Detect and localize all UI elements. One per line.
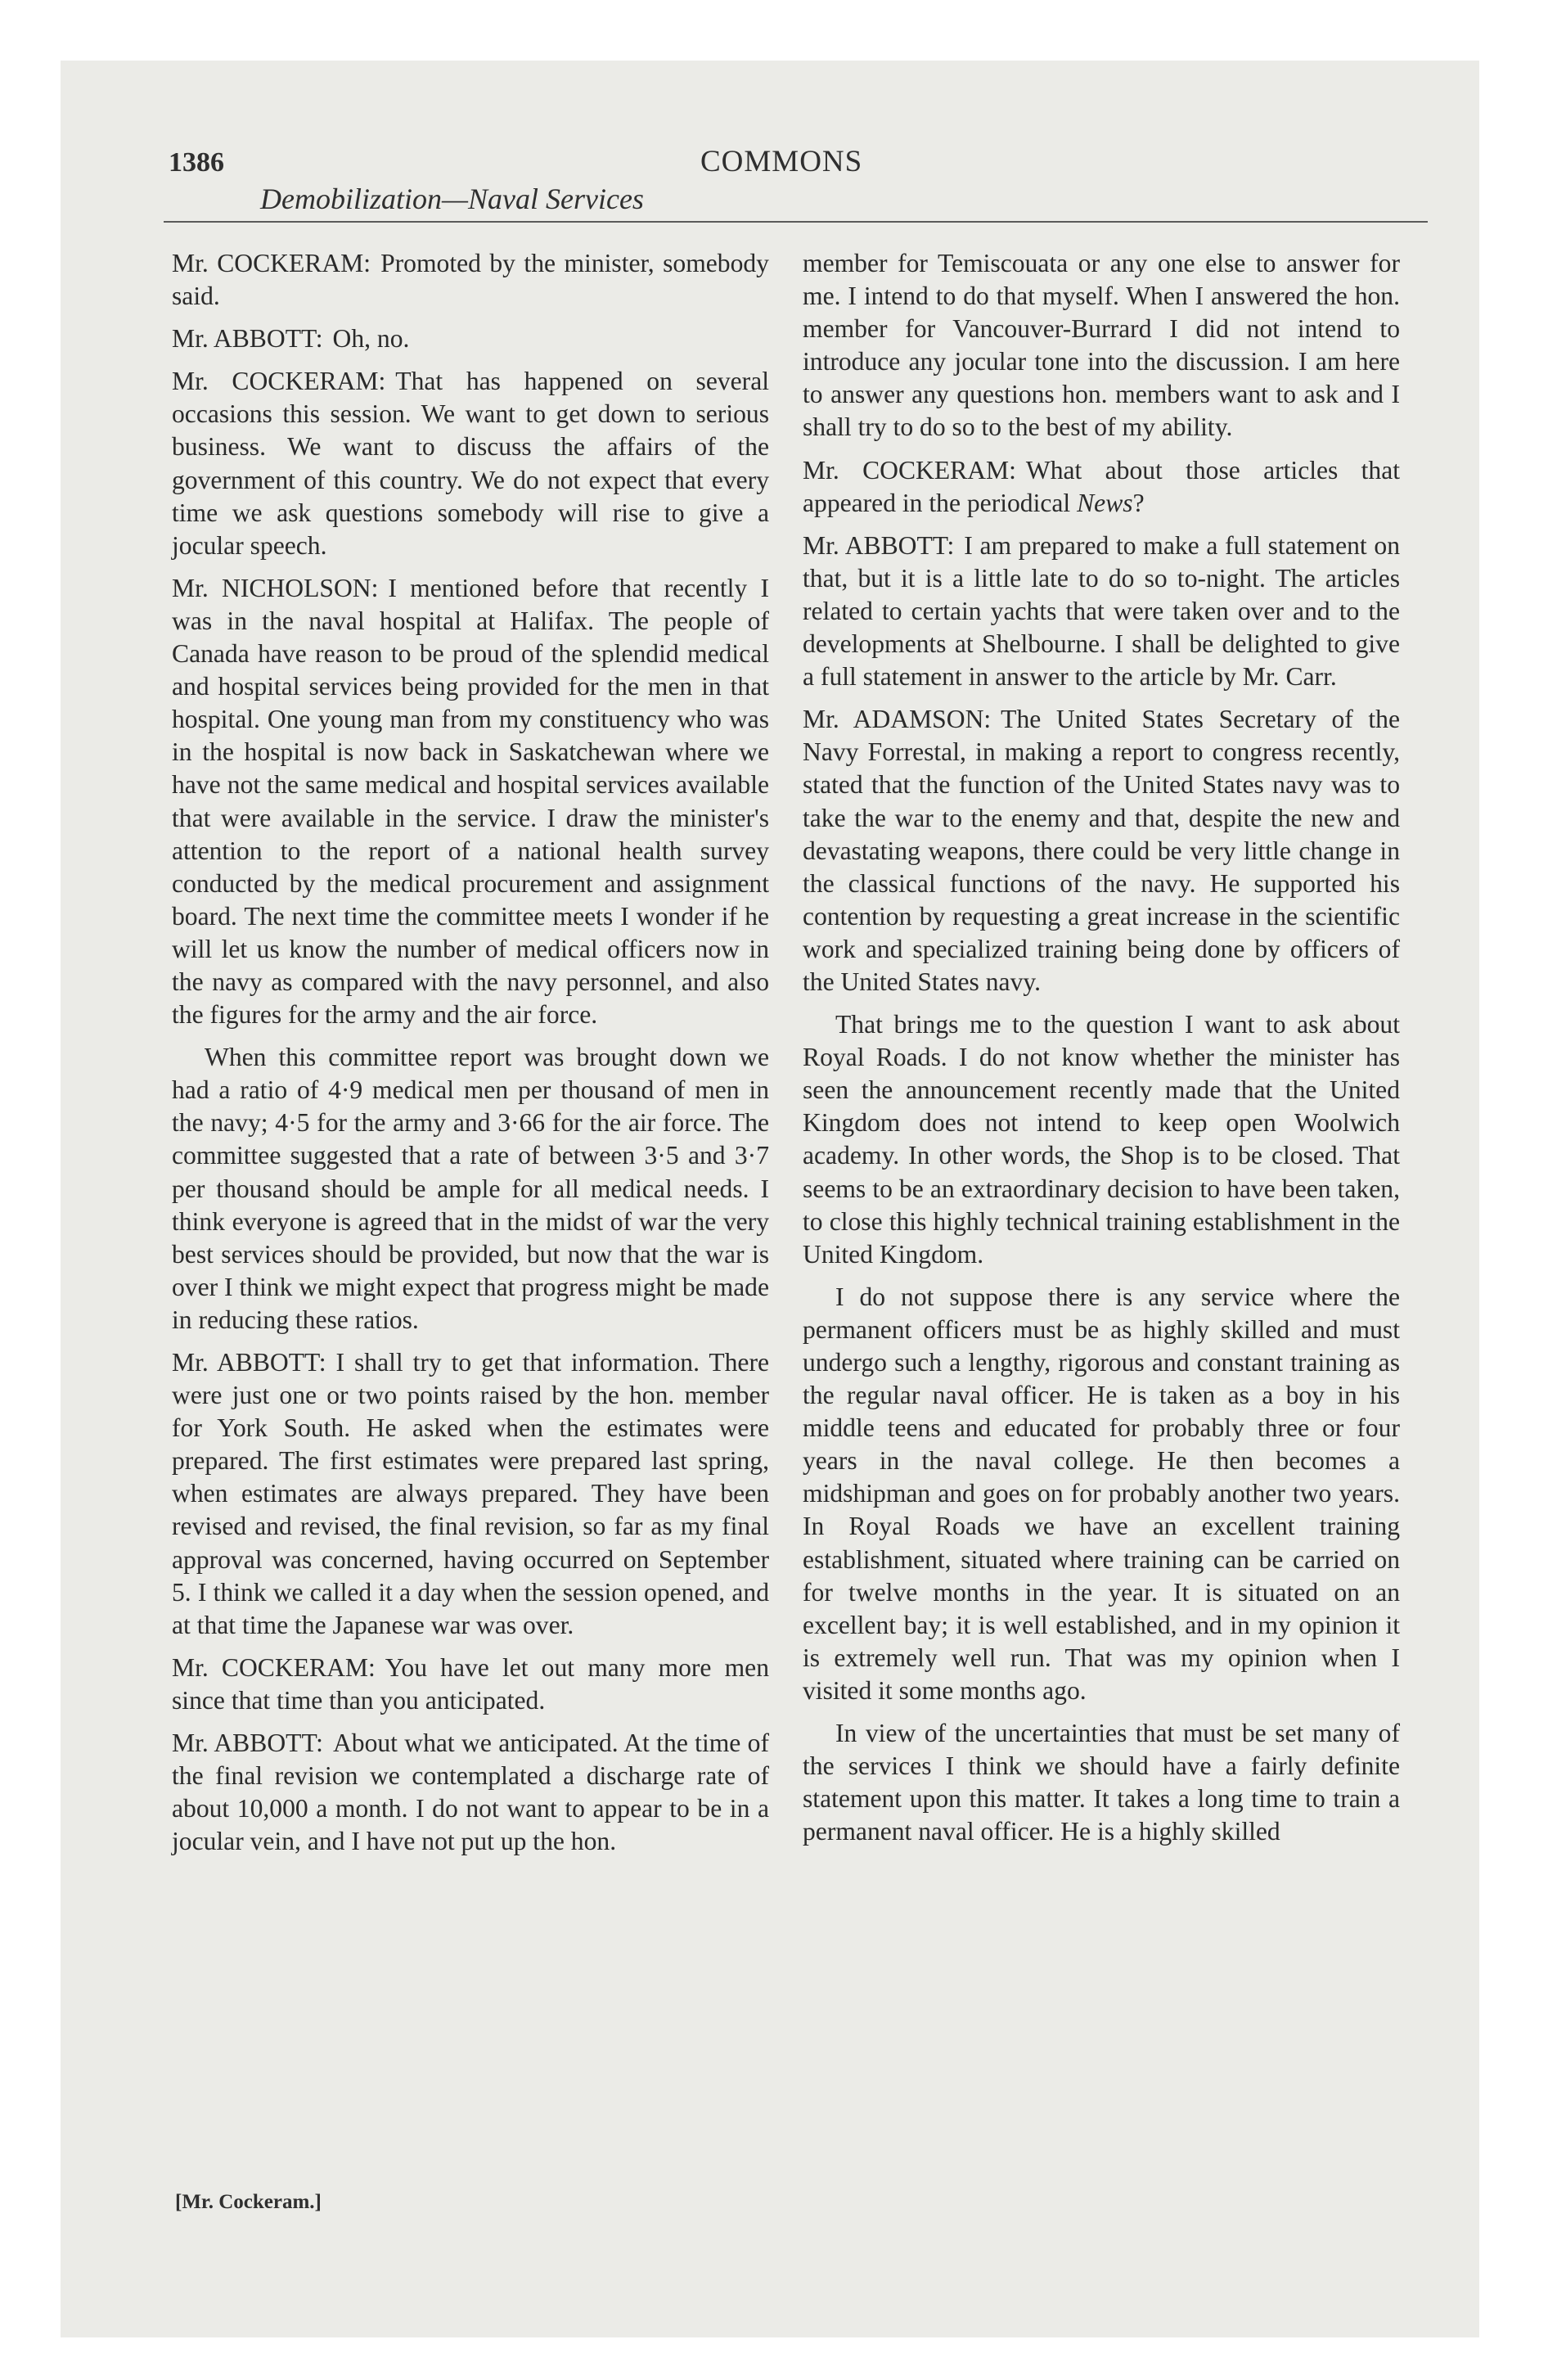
paragraph (172, 322, 769, 355)
paragraph (803, 703, 1400, 998)
paragraph (803, 530, 1400, 693)
paragraph-text: I shall try to get that information. There were just one or two points raised by the hon. member for York South. He asked when the estimates were prepared. The first estimates were prepared last spring, when estimates are always prepared. They have been revised and revised, the final revision, so far as my final approval was concerned, having occurred on September 5. I think we called it a day when the session opened, and at that time the Japanese war was over. (172, 1348, 769, 1639)
speaker-name: Mr. ABBOTT: (172, 324, 323, 354)
left-column (172, 247, 769, 1868)
paragraph (172, 1727, 769, 1858)
paragraph (172, 1041, 769, 1336)
paragraph (172, 365, 769, 562)
speaker-name: Mr. ADAMSON: (803, 705, 992, 734)
paragraph-text: That brings me to the question I want to ask about Royal Roads. I do not know whether the minister has seen the announcement recently made that the United Kingdom does not intend to keep open Woolwich academy. In other words, the Shop is to be closed. That seems to be an extraordinary decision to have been taken, to close this highly technical training establishment in the United Kingdom. (803, 1010, 1400, 1269)
footnote: [Mr. Cockeram.] (175, 2191, 322, 2213)
paragraph-text: member for Temiscouata or any one else to answer for me. I intend to do that myself. When I answered the hon. member for Vancouver-Burrard I did not intend to introduce any jocular tone into the discussion. I am here to answer any questions hon. members want to ask and I shall try to do so to the best of my ability. (803, 249, 1400, 442)
paragraph-text: Oh, no. (332, 324, 410, 354)
header-rule (164, 221, 1428, 223)
speaker-name: Mr. COCKERAM: (803, 455, 1016, 485)
paragraph (172, 1346, 769, 1642)
paragraph-text: The United States Secretary of the Navy Forrestal, in making a report to congress recently, stated that the function of the United States navy was to take the war to the enemy and that, despite the new and devastating weapons, there could be very little change in the classical functions of the navy. He supported his contention by requesting a great increase in the scientific work and specialized training being done by officers of the United States navy. (803, 705, 1400, 996)
speaker-name: Mr. COCKERAM: (172, 249, 371, 277)
speaker-name: Mr. ABBOTT: (172, 1348, 326, 1377)
speaker-name: Mr. ABBOTT: (172, 1729, 323, 1758)
paragraph (803, 1717, 1400, 1848)
paragraph (803, 247, 1400, 444)
paragraph-text: I do not suppose there is any service where the permanent officers must be as highly skilled and must undergo such a lengthy, rigorous and constant training as the regular naval officer. He is taken as a boy in his middle teens and educated for probably three or four years in the naval college. He then becomes a midshipman and goes on for probably another two years. In Royal Roads we have an excellent training establishment, situated where training can be carried on for twelve months in the year. It is situated on an excellent bay; it is well established, and in my opinion it is extremely well run. That was my opinion when I visited it some months ago. (803, 1282, 1400, 1705)
right-column (803, 247, 1400, 1858)
periodical-title: News (1077, 488, 1133, 517)
paragraph-text: That has happened on several occasions this session. We want to get down to serious business. We want to discuss the affairs of the government of this country. We do not expect that every time we ask questions somebody will rise to give a jocular speech. (172, 367, 769, 560)
speaker-name: Mr. NICHOLSON: (172, 573, 379, 602)
paragraph-text: I mentioned before that recently I was in the naval hospital at Halifax. The people of Canada have reason to be proud of the splendid medical and hospital services being provided for the men in that hospital. One young man from my constituency who was in the hospital is now back in Saskatchewan where we have not the same medical and hospital services available that were available in the service. I draw the minister's attention to the report of a national health survey conducted by the medical procurement and assignment board. The next time the committee meets I wonder if he will let us know the number of medical officers now in the navy as compared with the navy personnel, and also the figures for the army and the air force. (172, 573, 769, 1030)
paragraph-text: In view of the uncertainties that must be set many of the services I think we should have a fairly definite statement upon this matter. It takes a long time to train a permanent naval officer. He is a highly skilled (803, 1719, 1400, 1846)
speaker-name: Mr. ABBOTT: (803, 530, 955, 560)
paragraph (803, 1008, 1400, 1271)
paragraph (803, 1281, 1400, 1707)
paragraph (172, 572, 769, 1031)
section-heading: Demobilization—Naval Services (260, 183, 644, 215)
running-head: COMMONS (700, 145, 863, 178)
paragraph-text: What about those articles that appeared in the periodical News? (803, 455, 1400, 517)
paragraph-text: I am prepared to make a full statement on that, but it is a little late to do so to-night. The articles related to certain yachts that were taken over and to the developments at Shelbourne. I shall be delighted to give a full statement in answer to the article by Mr. Carr. (803, 530, 1400, 692)
paragraph-text: You have let out many more men since that time than you anticipated. (172, 1652, 769, 1715)
paragraph-text: Promoted by the minister, somebody said. (172, 249, 769, 311)
paragraph (172, 1652, 769, 1717)
paragraph (803, 454, 1400, 520)
speaker-name: Mr. COCKERAM: (172, 1652, 376, 1682)
paragraph (172, 247, 769, 313)
paragraph-text: When this committee report was brought down we had a ratio of 4·9 medical men per thousand of men in the navy; 4·5 for the army and 3·66 for the air force. The committee suggested that a rate of between 3·5 and 3·7 per thousand should be ample for all medical needs. I think everyone is agreed that in the midst of war the very best services should be provided, but now that the war is over I think we might expect that progress might be made in reducing these ratios. (172, 1043, 769, 1334)
page-number: 1386 (169, 147, 224, 178)
paragraph-text: About what we anticipated. At the time of the final revision we contemplated a discharge rate of about 10,000 a month. I do not want to appear to be in a jocular vein, and I have not put up the hon. (172, 1729, 769, 1856)
speaker-name: Mr. COCKERAM: (172, 367, 386, 396)
